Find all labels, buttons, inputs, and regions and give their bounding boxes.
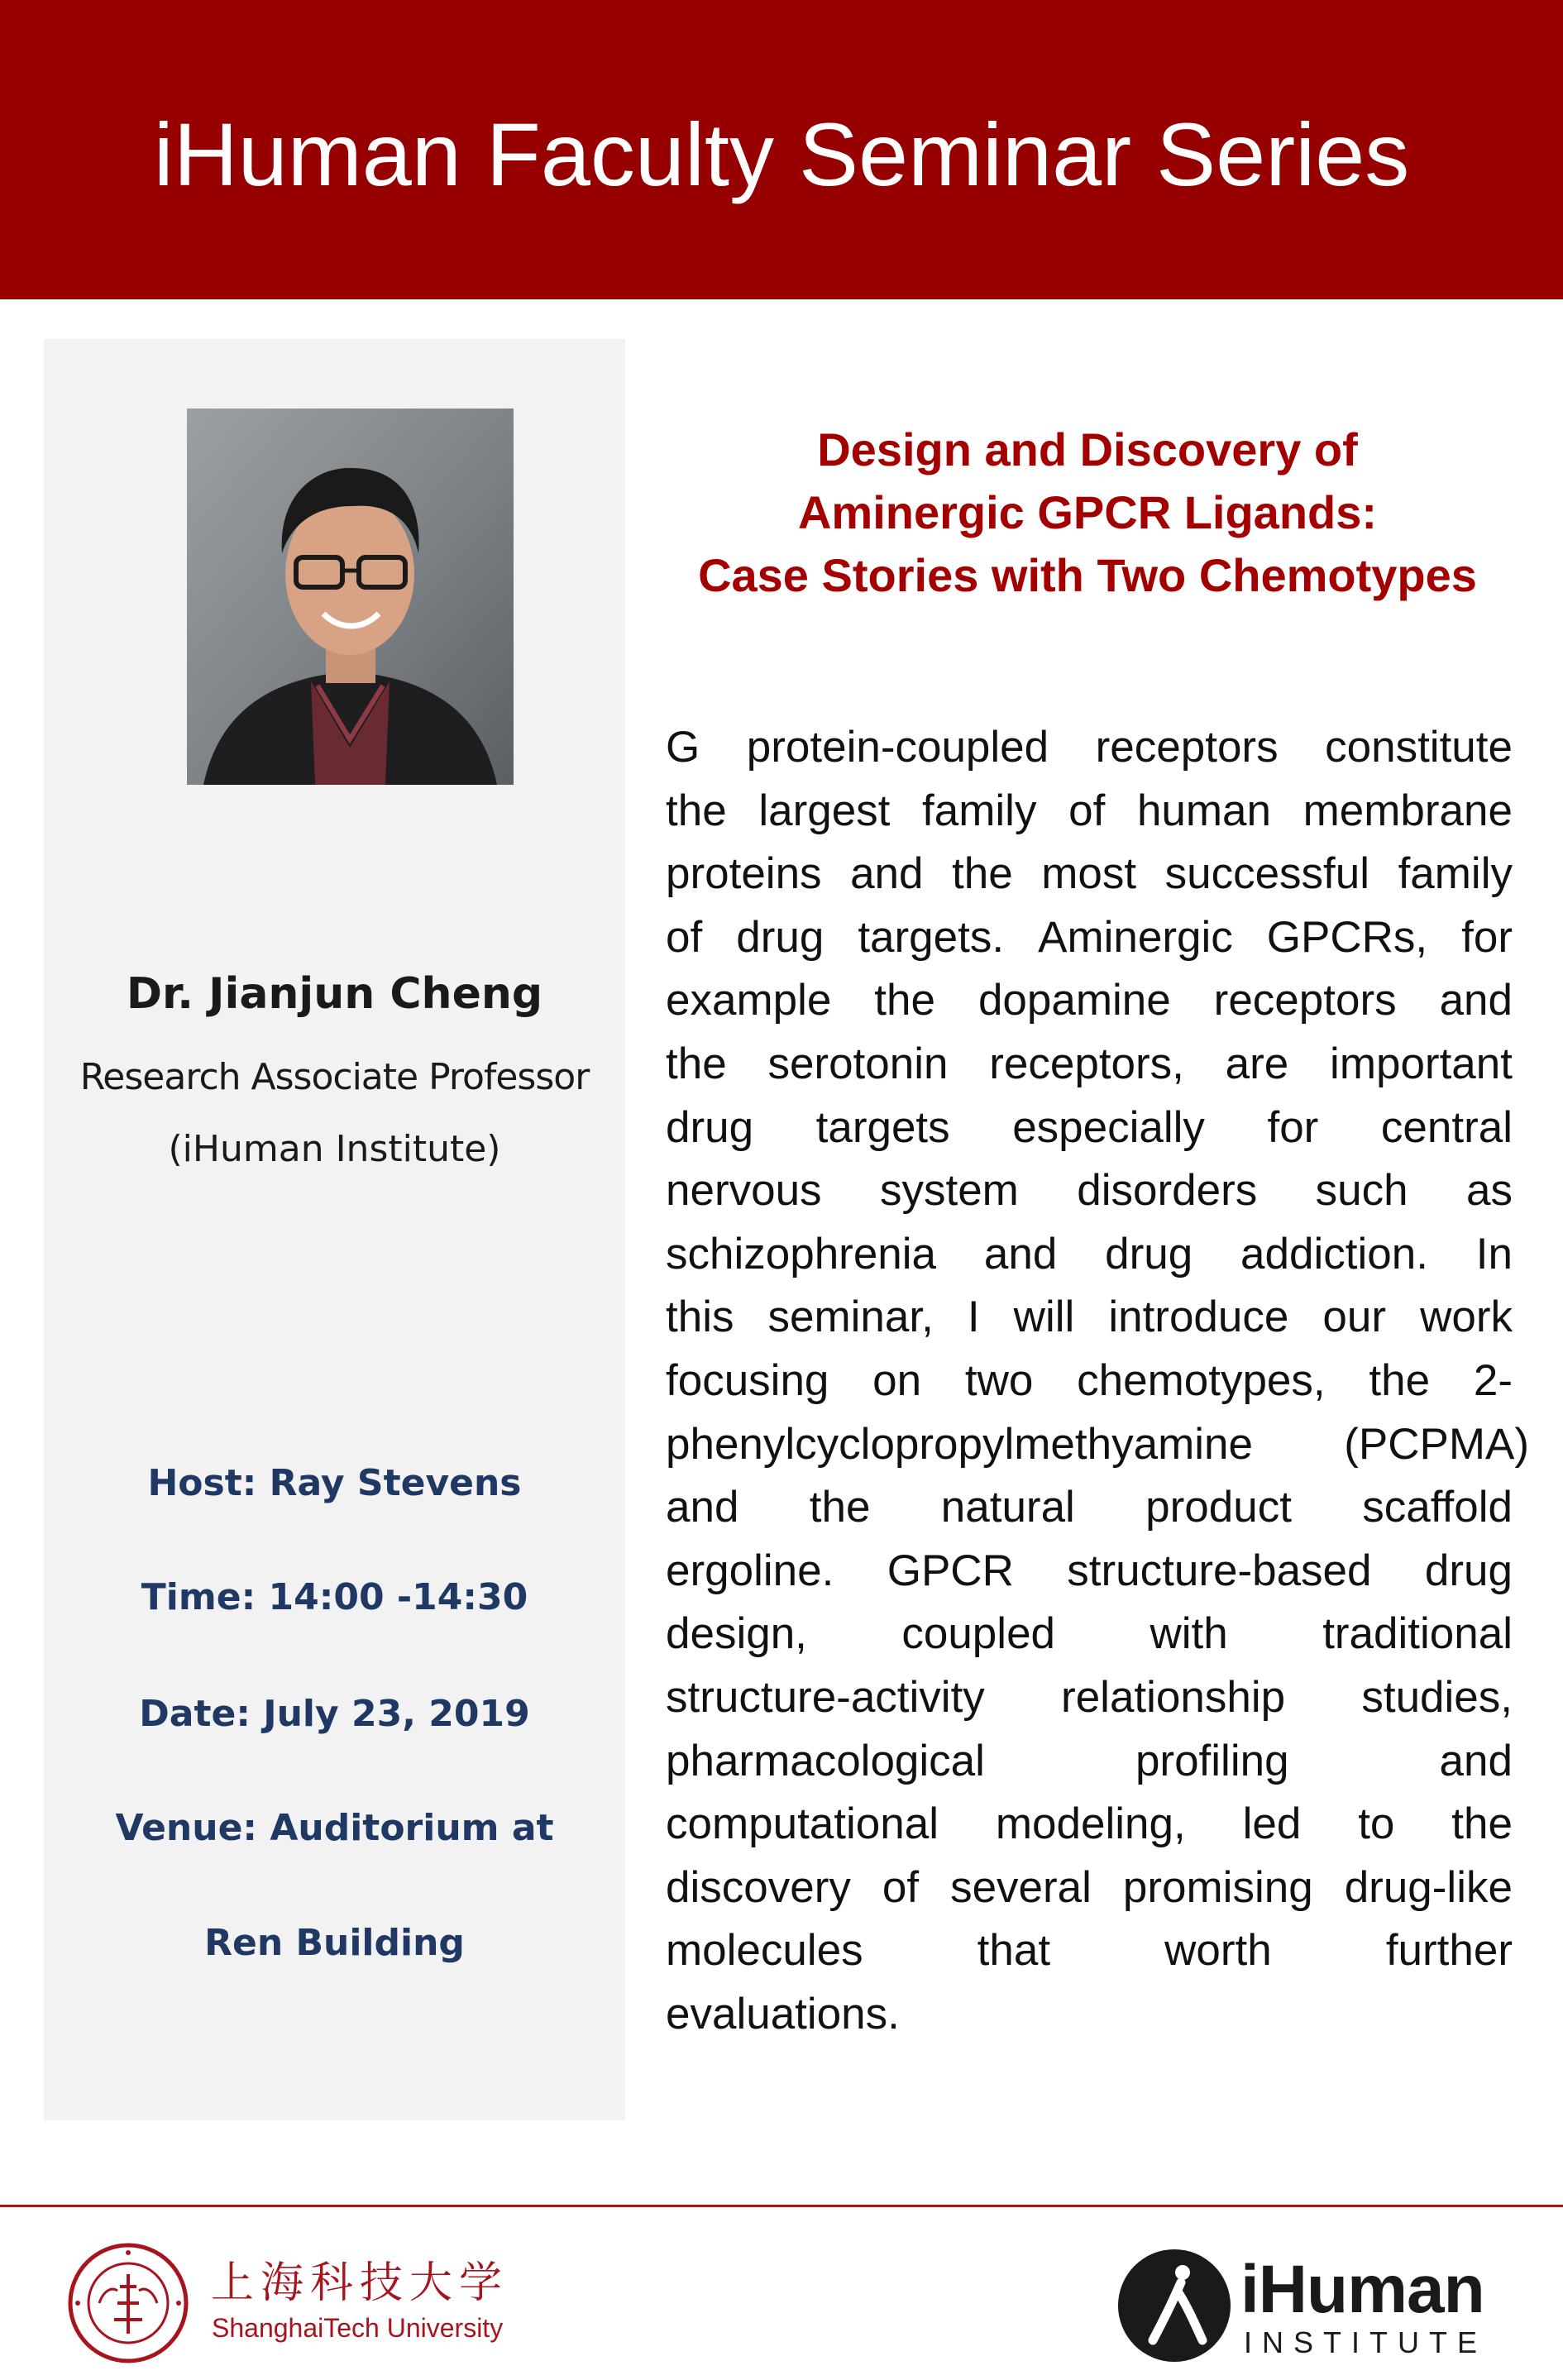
abstract-word: design,	[666, 1609, 807, 1659]
abstract-word: and	[1439, 1736, 1513, 1785]
abstract-word: the	[952, 849, 1013, 899]
abstract-word: chemotypes,	[1077, 1355, 1326, 1405]
abstract-word: nervous	[666, 1166, 822, 1216]
abstract-word: relationship	[1061, 1672, 1286, 1722]
venue-info-line2: Ren Building	[204, 1922, 465, 1964]
abstract-word: receptors,	[989, 1039, 1184, 1088]
abstract-line	[666, 1097, 1513, 1160]
abstract-word: phenylcyclopropylmethyamine	[666, 1419, 1253, 1469]
talk-title	[629, 418, 1546, 607]
abstract-word: for	[1461, 912, 1513, 962]
abstract-word: of	[882, 1862, 920, 1912]
abstract-word: molecules	[666, 1926, 863, 1976]
shanghaitech-seal-logo	[66, 2241, 190, 2369]
abstract-word: important	[1330, 1039, 1513, 1088]
speaker-affiliation: (iHuman Institute)	[168, 1128, 501, 1170]
abstract-line	[666, 1603, 1513, 1666]
abstract-word: our	[1322, 1293, 1387, 1342]
abstract-word: of	[666, 912, 703, 962]
talk-title-line: Aminergic GPCR Ligands:	[797, 486, 1378, 538]
abstract-word: traditional	[1322, 1609, 1513, 1659]
abstract-word: In	[1475, 1229, 1513, 1278]
abstract-word: the	[809, 1483, 871, 1532]
ihuman-figure-logo	[1116, 2248, 1232, 2368]
abstract-word: system	[879, 1166, 1019, 1216]
abstract-word: will	[1013, 1293, 1075, 1342]
abstract-line	[666, 1983, 1513, 2047]
time-info: Time: 14:00 -14:30	[141, 1576, 528, 1618]
abstract-line	[666, 906, 1513, 970]
host-info: Host: Ray Stevens	[147, 1462, 522, 1504]
university-name-chinese: 上海科技大学	[211, 2258, 509, 2308]
abstract-word: the	[666, 1039, 727, 1088]
abstract-line	[666, 1159, 1513, 1223]
abstract-word: proteins	[666, 849, 822, 899]
abstract-word: central	[1380, 1102, 1513, 1152]
abstract-word: several	[950, 1862, 1092, 1912]
speaker-name: Dr. Jianjun Cheng	[126, 969, 543, 1019]
speaker-photo	[187, 409, 514, 785]
abstract-word: for	[1267, 1102, 1319, 1152]
abstract-word: example	[666, 976, 832, 1025]
abstract-word: product	[1145, 1483, 1292, 1532]
abstract-word: drug	[666, 1102, 754, 1152]
abstract-word: drug	[736, 912, 825, 962]
abstract-line	[666, 1919, 1513, 1983]
abstract-line	[666, 1413, 1529, 1477]
seminar-series-title: iHuman Faculty Seminar Series	[153, 103, 1410, 204]
abstract-word: dopamine	[977, 976, 1171, 1025]
abstract-word: GPCR	[887, 1546, 1014, 1595]
abstract-word: serotonin	[767, 1039, 949, 1088]
abstract-word: with	[1150, 1609, 1228, 1659]
abstract-word: that	[977, 1926, 1051, 1976]
abstract-word: G	[666, 723, 700, 772]
abstract-line	[666, 716, 1513, 780]
talk-title-line: Case Stories with Two Chemotypes	[698, 549, 1477, 601]
abstract-word: drug	[1105, 1229, 1193, 1278]
abstract-line	[666, 1540, 1513, 1603]
abstract-word: receptors	[1095, 723, 1279, 772]
abstract-word: modeling,	[995, 1799, 1186, 1849]
abstract-word: and	[666, 1483, 739, 1532]
abstract-word: targets	[815, 1102, 950, 1152]
venue-info-line1: Venue: Auditorium at	[115, 1807, 554, 1849]
abstract-word: most	[1041, 849, 1137, 899]
abstract-word: family	[1398, 849, 1513, 899]
abstract-word: drug-like	[1344, 1862, 1513, 1912]
speaker-title: Research Associate Professor	[79, 1056, 590, 1098]
abstract-word: such	[1315, 1166, 1408, 1216]
abstract-word: the	[1369, 1355, 1431, 1405]
abstract-word: of	[1068, 786, 1106, 835]
abstract-word: GPCRs,	[1266, 912, 1428, 962]
institute-subtitle: INSTITUTE	[1244, 2325, 1487, 2359]
abstract-word: as	[1465, 1166, 1513, 1216]
abstract-line	[666, 1857, 1513, 1920]
abstract-word: largest	[758, 786, 891, 835]
abstract-word: schizophrenia	[666, 1229, 937, 1278]
abstract-word: promising	[1122, 1862, 1313, 1912]
abstract-word: I	[967, 1293, 980, 1342]
abstract-word: family	[922, 786, 1037, 835]
talk-abstract	[666, 716, 1529, 2046]
abstract-word: worth	[1164, 1926, 1272, 1976]
abstract-word: led	[1242, 1799, 1302, 1849]
institute-name: iHuman	[1240, 2252, 1484, 2327]
abstract-line	[666, 1730, 1513, 1794]
abstract-word: and	[850, 849, 924, 899]
abstract-line	[666, 1033, 1513, 1097]
abstract-line	[666, 843, 1513, 906]
abstract-word: further	[1385, 1926, 1513, 1976]
abstract-word: the	[666, 786, 727, 835]
abstract-word: scaffold	[1362, 1483, 1513, 1532]
abstract-word: computational	[666, 1799, 939, 1849]
abstract-word: natural	[940, 1483, 1075, 1532]
abstract-word: 2-	[1473, 1355, 1513, 1405]
abstract-word: seminar,	[767, 1293, 934, 1342]
abstract-word: addiction.	[1240, 1229, 1428, 1278]
abstract-word: successful	[1164, 849, 1370, 899]
abstract-word: protein-coupled	[746, 723, 1049, 772]
abstract-word: work	[1420, 1293, 1513, 1342]
abstract-word: coupled	[901, 1609, 1056, 1659]
university-name-english: ShanghaiTech University	[212, 2313, 504, 2343]
abstract-word: to	[1358, 1799, 1395, 1849]
abstract-word: the	[874, 976, 935, 1025]
abstract-word: membrane	[1302, 786, 1513, 835]
abstract-word: human	[1136, 786, 1271, 835]
abstract-word: profiling	[1135, 1736, 1289, 1785]
abstract-word: receptors	[1213, 976, 1397, 1025]
abstract-word: ergoline.	[666, 1546, 834, 1595]
abstract-word: the	[1451, 1799, 1513, 1849]
abstract-word: two	[964, 1355, 1034, 1405]
header-banner	[0, 0, 1563, 299]
abstract-word: on	[872, 1355, 922, 1405]
abstract-word: discovery	[666, 1862, 851, 1912]
abstract-word: this	[666, 1293, 734, 1342]
abstract-line	[666, 1350, 1513, 1413]
abstract-line	[666, 1223, 1513, 1287]
abstract-word: focusing	[666, 1355, 829, 1405]
abstract-word: drug	[1424, 1546, 1513, 1595]
abstract-word: structure-based	[1067, 1546, 1372, 1595]
abstract-line	[666, 1476, 1513, 1540]
abstract-line	[666, 780, 1513, 844]
abstract-word: constitute	[1325, 723, 1513, 772]
abstract-word: especially	[1012, 1102, 1205, 1152]
abstract-word: structure-activity	[666, 1672, 985, 1722]
abstract-word: pharmacological	[666, 1736, 985, 1785]
abstract-word: and	[1439, 976, 1513, 1025]
abstract-word: Aminergic	[1038, 912, 1233, 962]
abstract-word: (PCPMA)	[1344, 1419, 1529, 1469]
abstract-word: are	[1225, 1039, 1289, 1088]
abstract-line	[666, 969, 1513, 1033]
abstract-word: introduce	[1108, 1293, 1289, 1342]
footer-divider	[0, 2205, 1563, 2207]
abstract-word: evaluations.	[666, 1989, 900, 2038]
talk-title-line: Design and Discovery of	[817, 423, 1358, 476]
date-info: Date: July 23, 2019	[139, 1693, 530, 1735]
abstract-line	[666, 1666, 1513, 1730]
abstract-word: targets.	[858, 912, 1005, 962]
abstract-word: studies,	[1361, 1672, 1513, 1722]
abstract-line	[666, 1286, 1513, 1350]
abstract-word: disorders	[1077, 1166, 1258, 1216]
abstract-word: and	[983, 1229, 1058, 1278]
abstract-line	[666, 1793, 1513, 1857]
